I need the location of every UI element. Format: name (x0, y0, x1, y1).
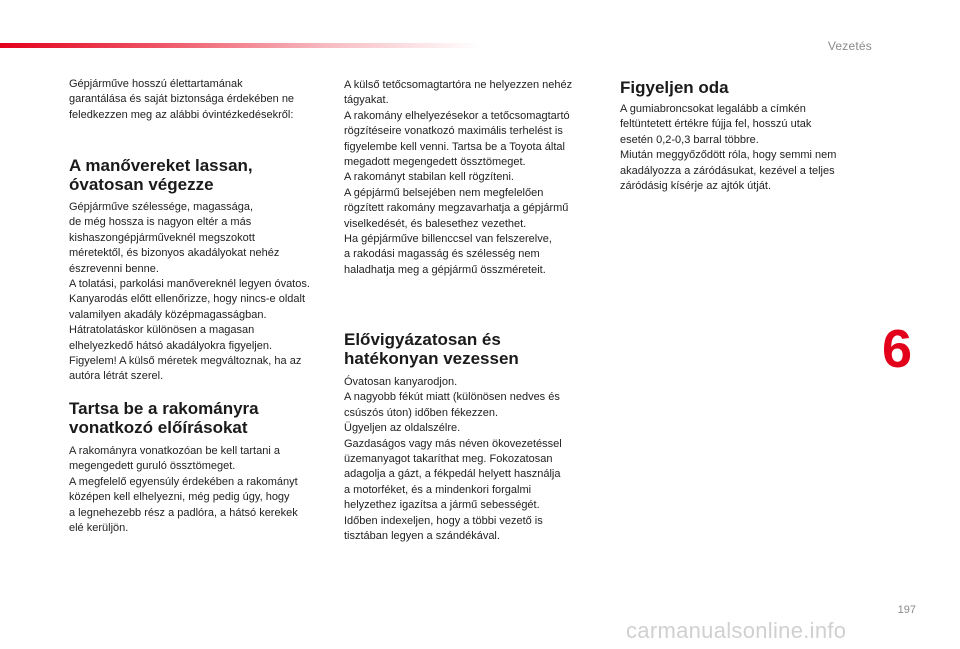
header-accent-bar (0, 43, 480, 48)
intro-paragraph: Gépjárműve hosszú élettartamának garantálása és saját biztonsága érdekében ne feledkezzen meg az alábbi óvintézkedésekről: (69, 78, 295, 121)
attention-paragraph: A gumiabroncsokat legalább a címkén feltüntetett értékre fújja fel, hosszú utak esetén 0,2-0,3 barral többre. Miután meggyőződött róla, hogy semmi nem akadályozza a záródásukat, kezével a teljes záródásig kísérje az ajtók útját. (620, 103, 837, 193)
maneuver-heading: A manővereket lassan, óvatosan végezze (69, 156, 253, 194)
page-number: 197 (897, 604, 916, 616)
load-heading: Tartsa be a rakományra vonatkozó előírásokat (69, 399, 259, 437)
maneuver-paragraph: Gépjárműve szélessége, magassága, de még hossza is nagyon eltér a más kishaszongépjárműveknél megszokott méretektől, és bizonyos akadályokat nehéz észrevenni benne. A tolatási, parkolási manővereknél legyen óvatos. Kanyarodás előtt ellenőrizze, hogy nincs-e oldalt valamilyen akadály középmagasságban. Hátratolatáskor különösen a magasan elhelyezkedő hátsó akadályokra figyeljen. Figyelem! A külső méretek megváltoznak, ha az autóra létrát szerel. (69, 201, 310, 383)
watermark: carmanualsonline.info (626, 618, 847, 643)
careful-driving-paragraph: Óvatosan kanyarodjon. A nagyobb fékút miatt (különösen nedves és csúszós úton) időben fékezzen. Ügyeljen az oldalszélre. Gazdaságos vagy más néven ökovezetéssel üzemanyagot takaríthat meg. Fokozatosan adagolja a gázt, a fékpedál helyett használja a motorféket, és a mindenkori forgalmi helyzethez igazítsa a jármű sebességét. Időben indexeljen, hogy a többi vezető is tisztában legyen a szándékával. (344, 376, 562, 543)
chapter-number: 6 (882, 319, 913, 379)
careful-driving-heading: Elővigyázatosan és hatékonyan vezessen (344, 330, 519, 368)
section-label: Vezetés (827, 39, 872, 53)
load-paragraph: A rakományra vonatkozóan be kell tartani a megengedett guruló össztömeget. A megfelelő egyensúly érdekében a rakományt középen kell elhelyezni, még pedig úgy, hogy a legnehezebb rész a padlóra, a hátsó kerekek elé kerüljön. (69, 445, 298, 535)
attention-heading: Figyeljen oda (620, 78, 729, 97)
roof-rack-paragraph: A külső tetőcsomagtartóra ne helyezzen nehéz tágyakat. A rakomány elhelyezésekor a tetőcsomagtartó rögzítéseire vonatkozó maximális terhelést is figyelembe kell venni. Tartsa be a Toyota által megadott megengedett össztömeget. A rakományt stabilan kell rögzíteni. A gépjármű belsejében nem megfelelően rögzített rakomány megzavarhatja a gépjármű viselkedését, és balesethez vezethet. Ha gépjárműve billenccsel van felszerelve, a rakodási magasság és szélesség nem haladhatja meg a gépjármű összméreteit. (344, 79, 573, 276)
